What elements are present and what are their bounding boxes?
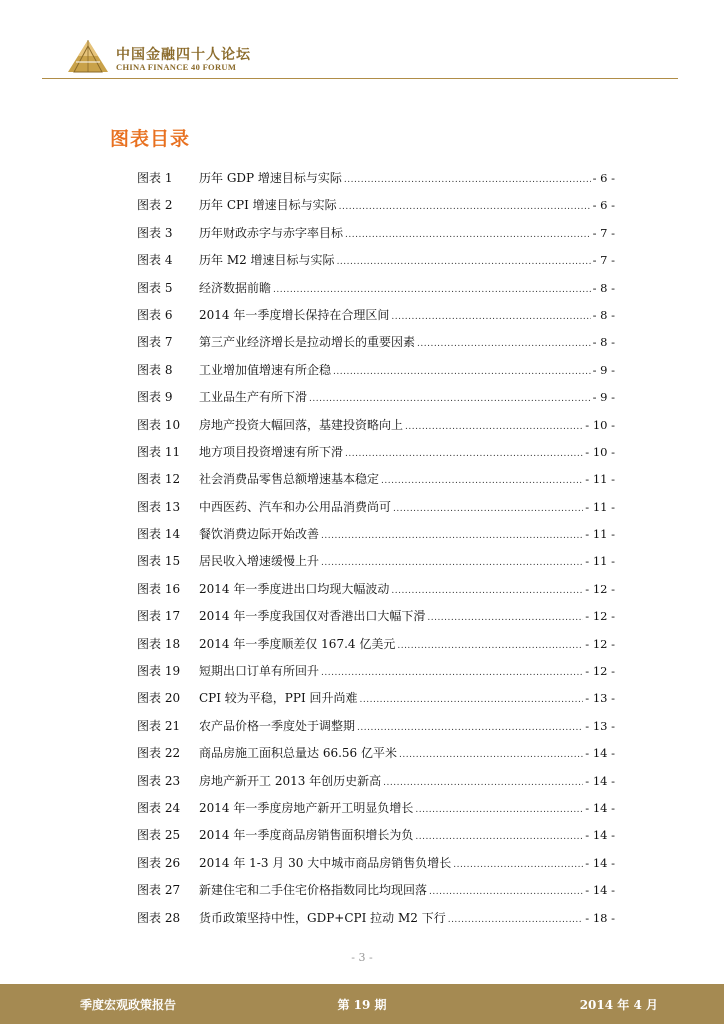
toc-entry-page: - 13 -: [585, 691, 615, 706]
toc-entry-label: 图表 2: [137, 198, 173, 213]
toc-leader-dots: [383, 770, 583, 797]
toc-entry-label: 图表 19: [137, 664, 181, 679]
toc-entry-title: 房地产新开工 2013 年创历史新高: [199, 773, 382, 788]
toc-leader-dots: [339, 194, 591, 221]
toc-entry-title: 经济数据前瞻: [199, 280, 272, 295]
toc-entry[interactable]: [137, 658, 615, 685]
toc-entry[interactable]: [137, 576, 615, 603]
toc-entry-title: 历年 GDP 增速目标与实际: [199, 171, 342, 185]
toc-entry[interactable]: [137, 685, 615, 712]
toc-leader-dots: [391, 578, 583, 605]
toc-entry-title: 货币政策坚持中性，GDP+CPI 拉动 M2 下行: [199, 910, 446, 925]
toc-entry-label: 图表 3: [137, 225, 173, 240]
toc-entry-page: - 8 -: [592, 335, 615, 350]
toc-entry-label: 图表 8: [137, 362, 173, 377]
toc-entry-page: - 6 -: [592, 198, 615, 213]
toc-entry[interactable]: [137, 494, 615, 521]
toc-entry-title: 工业品生产有所下滑: [199, 390, 308, 405]
toc-entry-label: 图表 24: [137, 800, 181, 815]
toc-entry-label: 图表 27: [137, 883, 181, 898]
table-of-figures: [137, 165, 615, 932]
toc-entry-page: - 9 -: [592, 362, 615, 377]
page-title: 图表目录: [110, 128, 191, 150]
toc-entry-label: 图表 14: [137, 527, 181, 542]
toc-entry[interactable]: [137, 548, 615, 575]
toc-leader-dots: [321, 523, 583, 550]
toc-entry-title: 2014 年一季度我国仅对香港出口大幅下滑: [199, 609, 426, 624]
page-number: - 3 -: [351, 951, 373, 964]
toc-leader-dots: [381, 468, 583, 495]
toc-entry-title: 房地产投资大幅回落，基建投资略向上: [199, 417, 404, 432]
toc-entry-label: 图表 4: [137, 253, 173, 268]
toc-entry-page: - 12 -: [585, 609, 615, 624]
toc-entry-page: - 12 -: [585, 636, 615, 651]
toc-entry-page: - 13 -: [585, 718, 615, 733]
toc-entry-page: - 14 -: [585, 883, 615, 898]
toc-leader-dots: [273, 277, 591, 304]
footer-issue: 第 19 期: [337, 998, 387, 1012]
toc-leader-dots: [360, 687, 584, 714]
toc-entry-title: 居民收入增速缓慢上升: [199, 554, 320, 569]
toc-entry-page: - 10 -: [585, 417, 615, 432]
forum-logo-icon: [66, 38, 110, 74]
toc-entry-label: 图表 26: [137, 855, 181, 870]
toc-entry-page: - 14 -: [585, 773, 615, 788]
toc-entry-page: - 14 -: [585, 828, 615, 843]
toc-entry-label: 图表 6: [137, 307, 173, 322]
toc-leader-dots: [417, 331, 591, 358]
toc-entry[interactable]: [137, 905, 615, 932]
toc-leader-dots: [345, 441, 583, 468]
toc-entry[interactable]: [137, 439, 615, 466]
toc-entry-label: 图表 23: [137, 773, 181, 788]
toc-leader-dots: [415, 797, 583, 824]
page-header: [0, 0, 724, 80]
toc-leader-dots: [393, 496, 583, 523]
toc-entry-page: - 11 -: [585, 554, 615, 569]
toc-entry-page: - 11 -: [585, 472, 615, 487]
toc-entry-label: 图表 17: [137, 609, 181, 624]
toc-entry-page: - 12 -: [585, 664, 615, 679]
toc-entry[interactable]: [137, 740, 615, 767]
toc-entry-title: 农产品价格一季度处于调整期: [199, 718, 356, 733]
toc-entry[interactable]: [137, 192, 615, 219]
toc-entry-title: 地方项目投资增速有所下滑: [199, 444, 344, 459]
toc-leader-dots: [415, 824, 583, 851]
toc-entry-label: 图表 28: [137, 910, 181, 925]
toc-entry-label: 图表 16: [137, 581, 181, 596]
toc-leader-dots: [321, 660, 583, 687]
toc-entry-page: - 18 -: [585, 910, 615, 925]
toc-entry-label: 图表 18: [137, 636, 181, 651]
toc-leader-dots: [391, 304, 590, 331]
toc-entry-label: 图表 13: [137, 499, 181, 514]
toc-entry-page: - 11 -: [585, 527, 615, 542]
toc-entry[interactable]: [137, 165, 615, 192]
toc-leader-dots: [453, 852, 583, 879]
toc-leader-dots: [405, 414, 583, 441]
footer-report-name: 季度宏观政策报告: [80, 998, 177, 1012]
toc-leader-dots: [309, 386, 591, 413]
toc-entry-title: 商品房施工面积总量达 66.56 亿平米: [199, 746, 397, 761]
brand-name-cn: 中国金融四十人论坛: [116, 47, 251, 63]
toc-entry-page: - 14 -: [585, 855, 615, 870]
toc-leader-dots: [399, 742, 583, 769]
toc-entry-label: 图表 25: [137, 828, 181, 843]
toc-entry[interactable]: [137, 795, 615, 822]
toc-entry[interactable]: [137, 768, 615, 795]
toc-entry-label: 图表 12: [137, 472, 181, 487]
toc-entry-title: CPI 较为平稳，PPI 回升尚难: [199, 691, 358, 706]
toc-entry[interactable]: [137, 603, 615, 630]
toc-entry-page: - 7 -: [592, 253, 615, 268]
toc-entry-label: 图表 5: [137, 280, 173, 295]
brand-name-en: CHINA FINANCE 40 FORUM: [116, 62, 237, 72]
toc-entry[interactable]: [137, 220, 615, 247]
toc-entry-title: 新建住宅和二手住宅价格指数同比均现回落: [199, 883, 428, 898]
toc-entry-title: 第三产业经济增长是拉动增长的重要因素: [199, 335, 416, 350]
toc-entry[interactable]: [137, 302, 615, 329]
toc-leader-dots: [345, 222, 591, 249]
toc-entry[interactable]: [137, 521, 615, 548]
toc-entry-title: 2014 年一季度顺差仅 167.4 亿美元: [199, 636, 396, 651]
toc-entry-page: - 6 -: [592, 171, 615, 185]
toc-entry[interactable]: [137, 329, 615, 356]
toc-entry[interactable]: [137, 275, 615, 302]
toc-entry-label: 图表 21: [137, 718, 181, 733]
toc-entry-page: - 12 -: [585, 581, 615, 596]
toc-entry-page: - 7 -: [592, 225, 615, 240]
toc-entry-label: 图表 9: [137, 390, 173, 405]
toc-entry[interactable]: [137, 822, 615, 849]
toc-entry-title: 2014 年一季度房地产新开工明显负增长: [199, 800, 414, 815]
toc-entry-label: 图表 22: [137, 746, 181, 761]
toc-entry-title: 中西医药、汽车和办公用品消费尚可: [199, 499, 392, 514]
toc-entry-label: 图表 20: [137, 691, 181, 706]
toc-entry[interactable]: [137, 384, 615, 411]
page-footer: [0, 984, 724, 1024]
toc-entry-label: 图表 1: [137, 171, 173, 185]
toc-entry[interactable]: [137, 850, 615, 877]
toc-entry-title: 工业增加值增速有所企稳: [199, 362, 332, 377]
toc-entry[interactable]: [137, 466, 615, 493]
toc-leader-dots: [429, 879, 583, 906]
toc-entry-page: - 9 -: [592, 390, 615, 405]
toc-entry-page: - 11 -: [585, 499, 615, 514]
toc-entry[interactable]: [137, 412, 615, 439]
toc-entry[interactable]: [137, 877, 615, 904]
toc-leader-dots: [397, 633, 583, 660]
toc-entry-title: 2014 年一季度商品房销售面积增长为负: [199, 828, 414, 843]
toc-leader-dots: [344, 167, 591, 194]
toc-entry-title: 社会消费品零售总额增速基本稳定: [199, 472, 380, 487]
toc-entry-title: 2014 年一季度增长保持在合理区间: [199, 307, 390, 322]
toc-entry-page: - 8 -: [592, 280, 615, 295]
toc-leader-dots: [448, 907, 584, 934]
toc-entry-title: 2014 年 1-3 月 30 大中城市商品房销售负增长: [199, 855, 452, 870]
toc-entry-page: - 14 -: [585, 800, 615, 815]
toc-leader-dots: [333, 359, 591, 386]
toc-entry[interactable]: [137, 357, 615, 384]
toc-leader-dots: [427, 605, 583, 632]
toc-entry-title: 2014 年一季度进出口均现大幅波动: [199, 581, 390, 596]
toc-entry-title: 短期出口订单有所回升: [199, 664, 320, 679]
toc-entry-label: 图表 10: [137, 417, 181, 432]
toc-entry-page: - 10 -: [585, 444, 615, 459]
toc-entry-label: 图表 7: [137, 335, 173, 350]
toc-leader-dots: [337, 249, 591, 276]
toc-entry-title: 餐饮消费边际开始改善: [199, 527, 320, 542]
toc-entry-label: 图表 11: [137, 444, 181, 459]
toc-entry[interactable]: [137, 713, 615, 740]
toc-entry-title: 历年财政赤字与赤字率目标: [199, 225, 344, 240]
toc-entry-title: 历年 M2 增速目标与实际: [199, 253, 335, 268]
toc-entry-page: - 8 -: [592, 307, 615, 322]
header-divider: [42, 78, 678, 79]
toc-entry-page: - 14 -: [585, 746, 615, 761]
toc-entry[interactable]: [137, 631, 615, 658]
footer-date: 2014 年 4 月: [579, 998, 658, 1012]
toc-entry-label: 图表 15: [137, 554, 181, 569]
toc-leader-dots: [357, 715, 583, 742]
toc-leader-dots: [321, 550, 583, 577]
toc-entry-title: 历年 CPI 增速目标与实际: [199, 198, 337, 213]
toc-entry[interactable]: [137, 247, 615, 274]
